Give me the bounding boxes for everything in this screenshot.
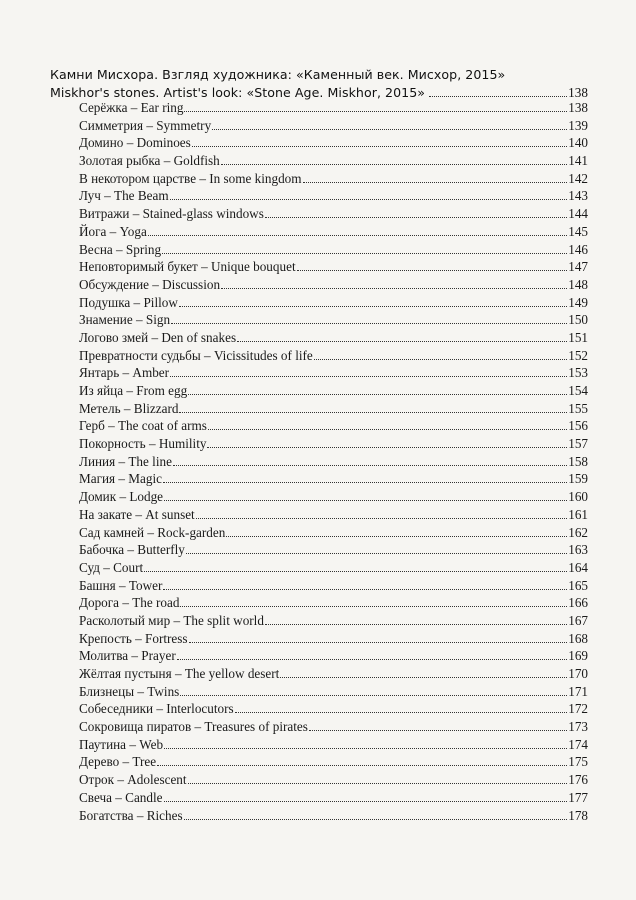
toc-entry-page-number: 147: [568, 259, 588, 275]
toc-entry-page-number: 155: [568, 400, 588, 416]
toc-entry-page-number: 157: [568, 436, 588, 452]
dot-leader: [280, 676, 567, 678]
toc-entry: [79, 347, 588, 365]
toc-entry: [79, 117, 588, 135]
dot-leader: [173, 464, 567, 466]
toc-entry-title: Паутина – Web: [79, 736, 164, 752]
dot-leader: [265, 623, 567, 625]
toc-entry-title: Сокровища пиратов – Treasures of pirates: [79, 719, 308, 735]
toc-entry-page-number: 177: [568, 789, 588, 805]
toc-entry-title: Герб – The coat of arms: [79, 418, 207, 434]
toc-entry: [79, 134, 588, 152]
toc-entry-page-number: 145: [568, 223, 588, 239]
dot-leader: [157, 764, 567, 766]
toc-entry-page-number: 173: [568, 719, 588, 735]
toc-list: [79, 99, 588, 824]
toc-entry-title: Домино – Dominoes: [79, 135, 191, 151]
dot-leader: [208, 428, 567, 430]
toc-entry-page-number: 162: [568, 524, 588, 540]
toc-entry-title: Магия – Magic: [79, 471, 162, 487]
toc-entry-title: Из яйца – From egg: [79, 383, 188, 398]
dot-leader: [179, 305, 567, 307]
toc-entry-title: Сад камней – Rock-garden: [79, 524, 226, 540]
toc-entry-page-number: 156: [568, 418, 588, 434]
toc-entry: [79, 99, 588, 117]
dot-leader: [180, 605, 567, 607]
toc-entry: [79, 400, 588, 418]
toc-entry: [79, 276, 588, 294]
dot-leader: [163, 588, 567, 590]
toc-entry: [79, 435, 588, 453]
toc-entry: [79, 807, 588, 825]
toc-entry-page-number: 161: [568, 506, 588, 522]
dot-leader: [177, 658, 567, 660]
toc-entry: [79, 382, 588, 400]
toc-entry-title: Покорность – Humility: [79, 436, 207, 452]
toc-entry-page-number: 160: [568, 489, 588, 505]
toc-entry-title: Крепость – Fortress: [79, 630, 188, 646]
dot-leader: [162, 252, 567, 254]
toc-entry-title: Витражи – Stained-glass windows: [79, 206, 264, 222]
toc-entry-page-number: 169: [568, 648, 588, 664]
toc-entry-page-number: 153: [568, 365, 588, 381]
toc-entry-page-number: 139: [568, 117, 588, 133]
toc-entry-title: Знамение – Sign: [79, 312, 171, 328]
toc-entry: [79, 152, 588, 170]
toc-entry: [79, 541, 588, 559]
toc-entry: [79, 612, 588, 630]
dot-leader: [265, 216, 567, 218]
toc-entry-title: Луч – The Beam: [79, 188, 169, 204]
toc-entry-page-number: 146: [568, 241, 588, 257]
dot-leader: [196, 517, 568, 519]
toc-entry-page-number: 143: [568, 188, 588, 204]
section-page-number: 138: [568, 85, 588, 100]
toc-entry-title: Суд – Court: [79, 559, 144, 575]
dot-leader: [184, 818, 568, 820]
toc-entry-title: Отрок – Adolescent: [79, 772, 187, 788]
toc-entry-page-number: 164: [568, 559, 588, 575]
dot-leader: [163, 481, 567, 483]
toc-entry-title: Богатства – Riches: [79, 807, 183, 823]
toc-entry-title: Превратности судьбы – Vicissitudes of life: [79, 347, 313, 363]
toc-entry-title: Дерево – Tree: [79, 754, 157, 770]
dot-leader: [221, 287, 567, 289]
dot-leader: [189, 641, 568, 643]
toc-entry: [79, 559, 588, 577]
toc-entry-page-number: 141: [568, 153, 588, 169]
toc-entry: [79, 417, 588, 435]
dot-leader: [179, 411, 567, 413]
toc-entry-page-number: 158: [568, 453, 588, 469]
toc-entry: [79, 753, 588, 771]
toc-entry-title: Башня – Tower: [79, 577, 163, 593]
toc-entry-title: Янтарь – Amber: [79, 365, 170, 381]
toc-entry-page-number: 175: [568, 754, 588, 770]
section-title-en: Miskhor's stones. Artist's look: «Stone Age. Miskhor, 2015»: [50, 85, 426, 100]
dot-leader: [184, 110, 567, 112]
toc-entry-title: Расколотый мир – The split world: [79, 612, 264, 628]
toc-entry: [79, 771, 588, 789]
dot-leader: [164, 499, 567, 501]
toc-entry: [79, 683, 588, 701]
dot-leader: [186, 552, 567, 554]
toc-entry-page-number: 167: [568, 612, 588, 628]
toc-entry-title: Молитва – Prayer: [79, 648, 176, 664]
toc-entry-title: На закате – At sunset: [79, 506, 195, 522]
toc-entry: [79, 524, 588, 542]
toc-entry-page-number: 165: [568, 577, 588, 593]
toc-entry-title: Йога – Yoga: [79, 223, 147, 239]
toc-entry-title: Жёлтая пустыня – The yellow desert: [79, 666, 280, 681]
dot-leader: [164, 800, 568, 802]
toc-entry-title: Бабочка – Butterfly: [79, 542, 185, 558]
toc-entry-title: Домик – Lodge: [79, 489, 164, 505]
toc-entry-title: Близнецы – Twins: [79, 683, 180, 699]
toc-entry: [79, 205, 588, 223]
dot-leader: [171, 322, 567, 324]
toc-entry: [79, 789, 588, 807]
toc-entry: [79, 594, 588, 612]
dot-leader: [170, 198, 568, 200]
toc-entry-title: Подушка – Pillow: [79, 294, 178, 310]
toc-entry-page-number: 172: [568, 701, 588, 717]
toc-entry: [79, 470, 588, 488]
toc-entry-page-number: 166: [568, 595, 588, 611]
toc-entry: [79, 647, 588, 665]
toc-entry-title: Неповторимый букет – Unique bouquet: [79, 259, 296, 275]
dot-leader: [148, 234, 567, 236]
section-title-ru: Камни Мисхора. Взгляд художника: «Каменный век. Мисхор, 2015»: [50, 67, 506, 82]
dot-leader: [221, 163, 567, 165]
toc-entry-title: Обсуждение – Discussion: [79, 276, 221, 292]
dot-leader: [188, 782, 568, 784]
dot-leader: [303, 181, 568, 183]
toc-entry-page-number: 148: [568, 276, 588, 292]
toc-entry: [79, 700, 588, 718]
toc-entry: [79, 577, 588, 595]
toc-entry: [79, 364, 588, 382]
toc-entry: [79, 630, 588, 648]
toc-entry-title: Собеседники – Interlocutors: [79, 701, 234, 717]
toc-entry-title: Золотая рыбка – Goldfish: [79, 153, 220, 169]
toc-entry-title: Серёжка – Ear ring: [79, 100, 184, 115]
toc-entry-page-number: 151: [568, 329, 588, 345]
toc-entry-page-number: 178: [568, 807, 588, 823]
dot-leader: [164, 747, 567, 749]
toc-entry: [79, 294, 588, 312]
toc-entry: [79, 311, 588, 329]
toc-entry-title: Свеча – Candle: [79, 789, 163, 805]
toc-entry-page-number: 140: [568, 135, 588, 151]
dot-leader: [192, 145, 567, 147]
toc-entry-page-number: 154: [568, 383, 588, 398]
dot-leader: [207, 446, 567, 448]
toc-entry-page-number: 152: [568, 347, 588, 363]
dot-leader: [237, 340, 567, 342]
toc-entry-page-number: 150: [568, 312, 588, 328]
toc-entry: [79, 665, 588, 683]
dot-leader: [170, 375, 567, 377]
toc-entry: [79, 736, 588, 754]
toc-entry-title: В некотором царстве – In some kingdom: [79, 170, 302, 186]
toc-entry: [79, 488, 588, 506]
dot-leader: [188, 393, 567, 395]
dot-leader: [297, 269, 568, 271]
toc-entry-page-number: 144: [568, 206, 588, 222]
toc-entry-title: Дорога – The road: [79, 595, 180, 611]
dot-leader: [235, 711, 568, 713]
dot-leader: [144, 570, 567, 572]
toc-entry-page-number: 170: [568, 666, 588, 681]
toc-entry-page-number: 174: [568, 736, 588, 752]
dot-leader: [309, 729, 567, 731]
toc-entry-page-number: 176: [568, 772, 588, 788]
dot-leader: [212, 128, 567, 130]
toc-entry: [79, 187, 588, 205]
toc-entry-page-number: 159: [568, 471, 588, 487]
toc-entry-title: Весна – Spring: [79, 241, 162, 257]
toc-entry: [79, 506, 588, 524]
toc-entry-title: Логово змей – Den of snakes: [79, 329, 237, 345]
toc-entry-page-number: 149: [568, 294, 588, 310]
dot-leader: [180, 694, 567, 696]
toc-entry: [79, 258, 588, 276]
dot-leader: [429, 95, 567, 97]
toc-entry: [79, 223, 588, 241]
dot-leader: [226, 535, 567, 537]
toc-entry: [79, 718, 588, 736]
toc-entry: [79, 241, 588, 259]
toc-entry-page-number: 142: [568, 170, 588, 186]
toc-entry-page-number: 138: [568, 100, 588, 115]
toc-entry-page-number: 168: [568, 630, 588, 646]
dot-leader: [314, 358, 567, 360]
toc-entry: [79, 453, 588, 471]
toc-entry-title: Симметрия – Symmetry: [79, 117, 212, 133]
toc-entry-title: Линия – The line: [79, 453, 172, 469]
toc-entry-title: Метель – Blizzard: [79, 400, 179, 416]
toc-entry-page-number: 171: [568, 683, 588, 699]
toc-entry-page-number: 163: [568, 542, 588, 558]
toc-entry: [79, 170, 588, 188]
toc-entry: [79, 329, 588, 347]
